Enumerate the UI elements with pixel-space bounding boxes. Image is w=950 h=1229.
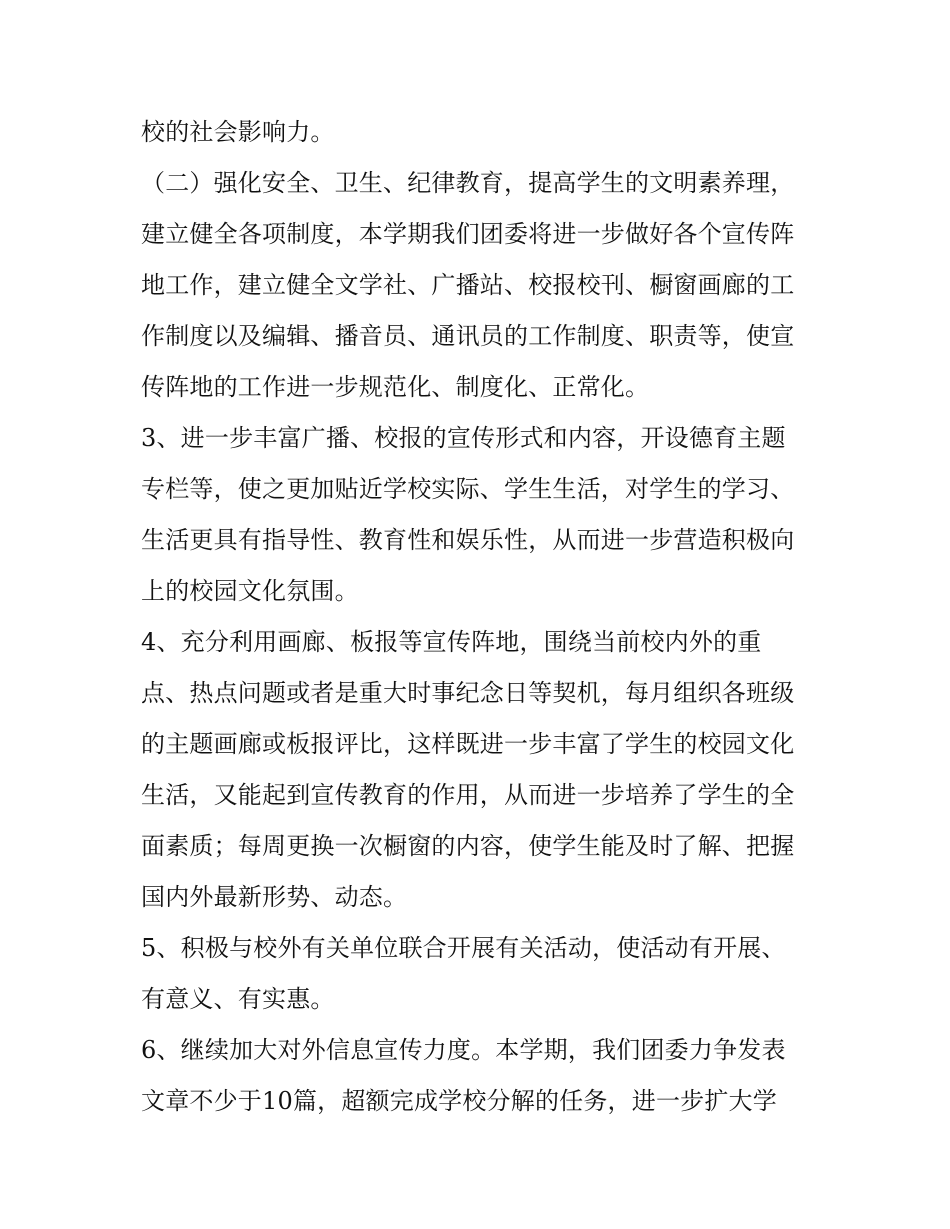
text-line: 校的社会影响力。 [141,118,335,146]
text-line: 传阵地的工作进一步规范化、制度化、正常化。 [141,373,650,401]
text-line: 面素质；每周更换一次橱窗的内容，使学生能及时了解、把握 [141,832,795,860]
text-line: 生活，又能起到宣传教育的作用，从而进一步培养了学生的全 [141,781,795,809]
text-line: 4、充分利用画廊、板报等宣传阵地，围绕当前校内外的重 [141,628,762,656]
text-line: 上的校园文化氛围。 [141,577,359,605]
text-line: 5、积极与校外有关单位联合开展有关活动，使活动有开展、 [141,934,786,962]
text-line: 文章不少于10篇，超额完成学校分解的任务，进一步扩大学 [141,1087,777,1115]
document-body [141,107,821,1127]
text-line: 作制度以及编辑、播音员、通讯员的工作制度、职责等，使宣 [141,322,795,350]
text-line: 点、热点问题或者是重大时事纪念日等契机，每月组织各班级 [141,679,795,707]
text-line: 地工作，建立健全文学社、广播站、校报校刊、橱窗画廊的工 [141,271,795,299]
text-line: 建立健全各项制度，本学期我们团委将进一步做好各个宣传阵 [141,220,795,248]
text-line: （二）强化安全、卫生、纪律教育，提高学生的文明素养理， [141,169,795,197]
text-line: 3、进一步丰富广播、校报的宣传形式和内容，开设德育主题 [141,424,786,452]
text-line: 6、继续加大对外信息宣传力度。本学期，我们团委力争发表 [141,1036,786,1064]
text-line: 生活更具有指导性、教育性和娱乐性，从而进一步营造积极向 [141,526,795,554]
text-line: 的主题画廊或板报评比，这样既进一步丰富了学生的校园文化 [141,730,795,758]
text-line: 专栏等，使之更加贴近学校实际、学生生活，对学生的学习、 [141,475,795,503]
text-line: 有意义、有实惠。 [141,985,335,1013]
text-line: 国内外最新形势、动态。 [141,883,408,911]
